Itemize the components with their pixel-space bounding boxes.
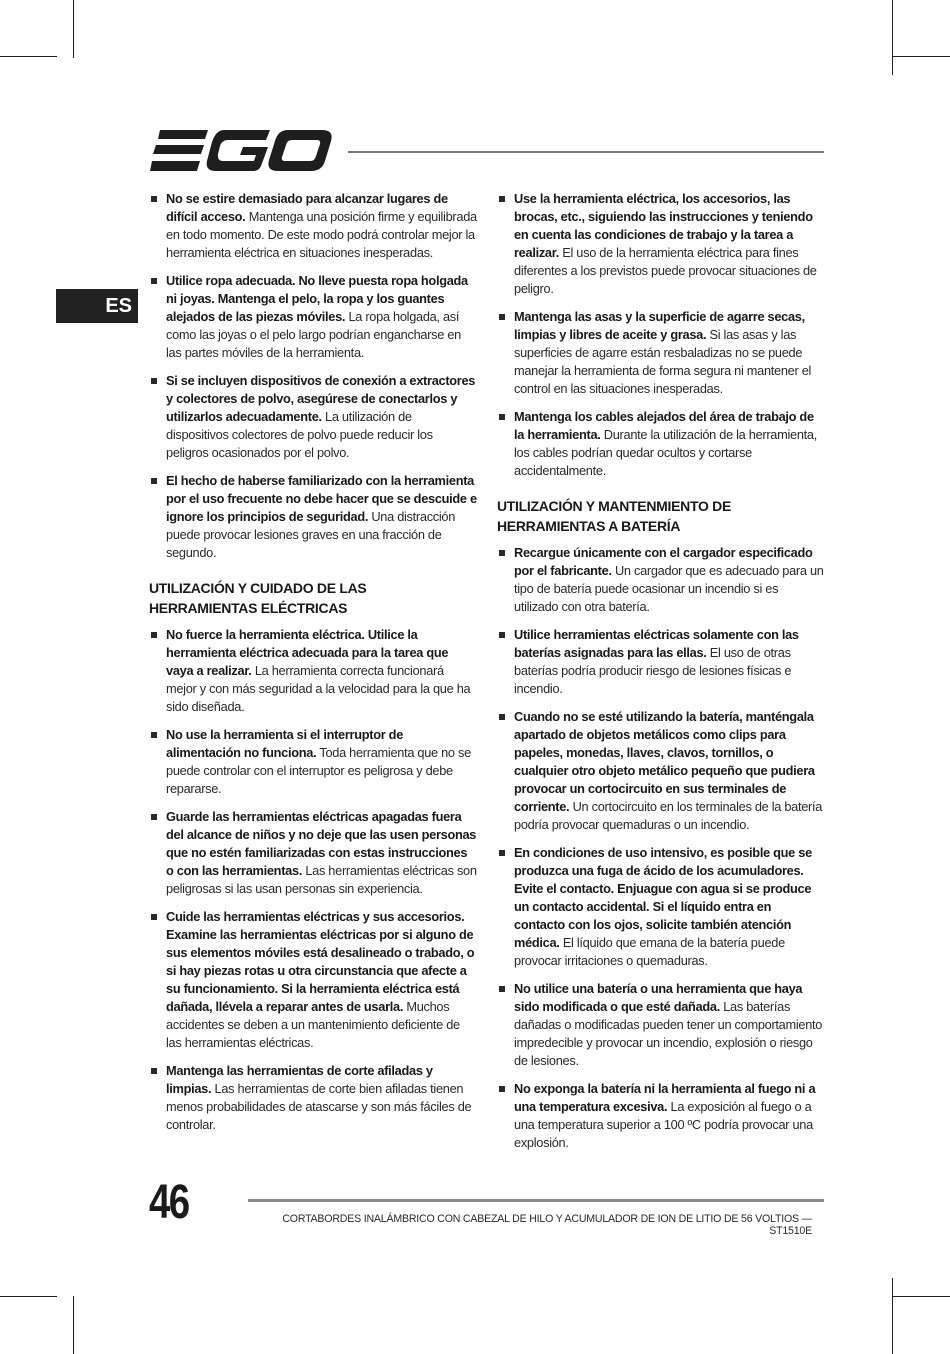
bullet-lead: Recargue únicamente con el cargador especificado por el fabricante. [514, 545, 813, 578]
bullet-square-icon [151, 632, 157, 638]
bullet-square-icon [499, 1086, 505, 1092]
bullet-square-icon [151, 732, 157, 738]
bullet-item [149, 472, 477, 562]
left-column [149, 190, 477, 1144]
bullet-body: Un cargador que es adecuado para un tipo de batería puede ocasionar un incendio si es utilizado con otra batería. [514, 563, 824, 614]
bullet-lead: Utilice herramientas eléctricas solamente con las baterías asignadas para las ellas. [514, 627, 799, 660]
bullet-item [149, 726, 477, 798]
bullet-lead: No exponga la batería ni la herramienta al fuego ni a una temperatura excesiva. [514, 1081, 816, 1114]
bullet-body: Un cortocircuito en los terminales de la batería podría provocar quemaduras o un incendio. [514, 799, 823, 832]
crop-mark [892, 1296, 950, 1297]
bullet-item [497, 844, 825, 970]
bullet-body: La exposición al fuego o a una temperatura superior a 100 ºC podría provocar una explosión. [514, 1099, 813, 1150]
bullet-item [149, 190, 477, 262]
bullet-body: Durante la utilización de la herramienta, los cables podrían quedar ocultos y cortarse accidentalmente. [514, 427, 817, 478]
bullet-lead: Cuide las herramientas eléctricas y sus accesorios. Examine las herramientas eléctricas por si alguno de sus elementos móviles está desalineado o trabado, o si hay piezas rotas u otra circunstancia que afecte a su funcionamiento. Si la herramienta eléctrica está dañada, llévela a reparar antes de usarla. [166, 909, 475, 1014]
bullet-square-icon [499, 714, 505, 720]
bullet-lead: El hecho de haberse familiarizado con la herramienta por el uso frecuente no debe hacer que se descuide e ignore los principios de seguridad. [166, 473, 477, 524]
section-title-battery: UTILIZACIÓN Y MANTENMIENTO DE HERRAMIENTAS A BATERÍA [497, 498, 731, 534]
bullet-lead: Guarde las herramientas eléctricas apagadas fuera del alcance de niños y no deje que las usen personas que no estén familiarizadas con estas instrucciones o con las herramientas. [166, 809, 477, 878]
bullet-square-icon [499, 632, 505, 638]
bullet-body: Las baterías dañadas o modificadas pueden tener un comportamiento impredecible y provocar un incendio, explosión o riesgo de lesiones. [514, 999, 823, 1068]
bullet-lead: Cuando no se esté utilizando la batería, manténgala apartado de objetos metálicos como clips para papeles, monedas, llaves, clavos, tornillos, o cualquier otro objeto metálico pequeño que pudiera provocar un cortocircuito en sus terminales de corriente. [514, 709, 815, 814]
bullet-body: Mantenga una posición firme y equilibrada en todo momento. De este modo podrá controlar mejor la herramienta eléctrica en situaciones inesperadas. [166, 209, 477, 260]
bullet-lead: Use la herramienta eléctrica, los accesorios, las brocas, etc., siguiendo las instrucciones y teniendo en cuenta las condiciones de trabajo y la tarea a realizar. [514, 191, 813, 260]
crop-mark [0, 56, 57, 57]
footer-text: CORTABORDES INALÁMBRICO CON CABEZAL DE HILO Y ACUMULADOR DE ION DE LITIO DE 56 VOLTIOS — ST1510E [282, 1213, 812, 1237]
bullet-body: Las herramientas de corte bien afiladas tienen menos probabilidades de atascarse y son más fáciles de controlar. [166, 1081, 472, 1132]
bullet-item [497, 308, 825, 398]
header-rule [348, 151, 824, 153]
bullet-square-icon [151, 814, 157, 820]
bullet-item [149, 626, 477, 716]
bullet-square-icon [151, 196, 157, 202]
bullet-lead: No fuerce la herramienta eléctrica. Utilice la herramienta eléctrica adecuada para la tarea que vaya a realizar. [166, 627, 449, 678]
bullet-body: Muchos accidentes se deben a un mantenimiento deficiente de las herramientas eléctricas. [166, 999, 460, 1050]
bullet-item [149, 272, 477, 362]
bullet-item [497, 708, 825, 834]
section-title-tool-care: UTILIZACIÓN Y CUIDADO DE LAS HERRAMIENTAS ELÉCTRICAS [149, 580, 367, 616]
bullet-lead: Mantenga las asas y la superficie de agarre secas, limpias y libres de aceite y grasa. [514, 309, 805, 342]
bullet-body: Una distracción puede provocar lesiones graves en una fracción de segundo. [166, 509, 456, 560]
bullet-lead: Utilice ropa adecuada. No lleve puesta ropa holgada ni joyas. Mantenga el pelo, la ropa y los guantes alejados de las piezas móviles. [166, 273, 468, 324]
ego-logo [150, 130, 332, 172]
bullet-body: Las herramientas eléctricas son peligrosas si las usan personas sin experiencia. [166, 863, 477, 896]
bullet-square-icon [499, 850, 505, 856]
bullet-lead: No utilice una batería o una herramienta que haya sido modificada o que esté dañada. [514, 981, 803, 1014]
bullet-lead: En condiciones de uso intensivo, es posible que se produzca una fuga de ácido de los acumuladores. Evite el contacto. Enjuague con agua si se produce un contacto accidental. Si el líquido entra en contacto con los ojos, solicite también atención médica. [514, 845, 812, 950]
crop-mark [0, 1296, 57, 1297]
bullet-lead: No use la herramienta si el interruptor de alimentación no funciona. [166, 727, 404, 760]
bullet-square-icon [499, 414, 505, 420]
crop-mark [892, 0, 893, 75]
bullet-body: El uso de la herramienta eléctrica para fines diferentes a los previstos puede provocar situaciones de peligro. [514, 245, 817, 296]
bullet-square-icon [151, 478, 157, 484]
bullet-square-icon [151, 278, 157, 284]
bullet-item [149, 808, 477, 898]
crop-mark [73, 0, 74, 58]
bullet-square-icon [499, 986, 505, 992]
page-number: 46 [149, 1176, 189, 1229]
bullet-body: Si las asas y las superficies de agarre están resbaladizas no se puede manejar la herramienta de forma segura ni mantener el control en las situaciones inesperadas. [514, 327, 812, 396]
language-tab: ES [56, 289, 138, 323]
crop-mark [892, 56, 950, 57]
bullet-item [497, 626, 825, 698]
right-bullets-top [497, 190, 825, 480]
bullet-square-icon [151, 914, 157, 920]
bullet-body: La ropa holgada, así como las joyas o el pelo largo podrían engancharse en las partes móviles de la herramienta. [166, 309, 461, 360]
bullet-lead: Mantenga las herramientas de corte afiladas y limpias. [166, 1063, 433, 1096]
footer-rule [248, 1199, 824, 1202]
bullet-lead: Mantenga los cables alejados del área de trabajo de la herramienta. [514, 409, 814, 442]
bullet-lead: Si se incluyen dispositivos de conexión a extractores y colectores de polvo, asegúrese de conectarlos y utilizarlos adecuadamente. [166, 373, 476, 424]
crop-mark [892, 1278, 893, 1354]
bullet-square-icon [499, 314, 505, 320]
bullet-body: El líquido que emana de la batería puede provocar irritaciones o quemaduras. [514, 935, 785, 968]
bullet-item [497, 980, 825, 1070]
bullet-body: La herramienta correcta funcionará mejor y con más seguridad a la velocidad para la que ha sido diseñada. [166, 663, 471, 714]
bullet-item [497, 1080, 825, 1152]
right-bullets-section [497, 544, 825, 1152]
bullet-item [149, 1062, 477, 1134]
left-bullets-section [149, 626, 477, 1134]
bullet-item [497, 544, 825, 616]
bullet-item [149, 372, 477, 462]
crop-mark [73, 1296, 74, 1354]
bullet-body: El uso de otras baterías podría producir riesgo de lesiones físicas e incendio. [514, 645, 792, 696]
bullet-lead: No se estire demasiado para alcanzar lugares de difícil acceso. [166, 191, 448, 224]
bullet-square-icon [499, 550, 505, 556]
bullet-item [149, 908, 477, 1052]
bullet-square-icon [499, 196, 505, 202]
bullet-square-icon [151, 1068, 157, 1074]
right-column [497, 190, 825, 1162]
bullet-item [497, 190, 825, 298]
bullet-item [497, 408, 825, 480]
bullet-body: Toda herramienta que no se puede controlar con el interruptor es peligrosa y debe repararse. [166, 745, 471, 796]
bullet-square-icon [151, 378, 157, 384]
bullet-body: La utilización de dispositivos colectores de polvo puede reducir los peligros ocasionados por el polvo. [166, 409, 433, 460]
left-bullets-top [149, 190, 477, 562]
